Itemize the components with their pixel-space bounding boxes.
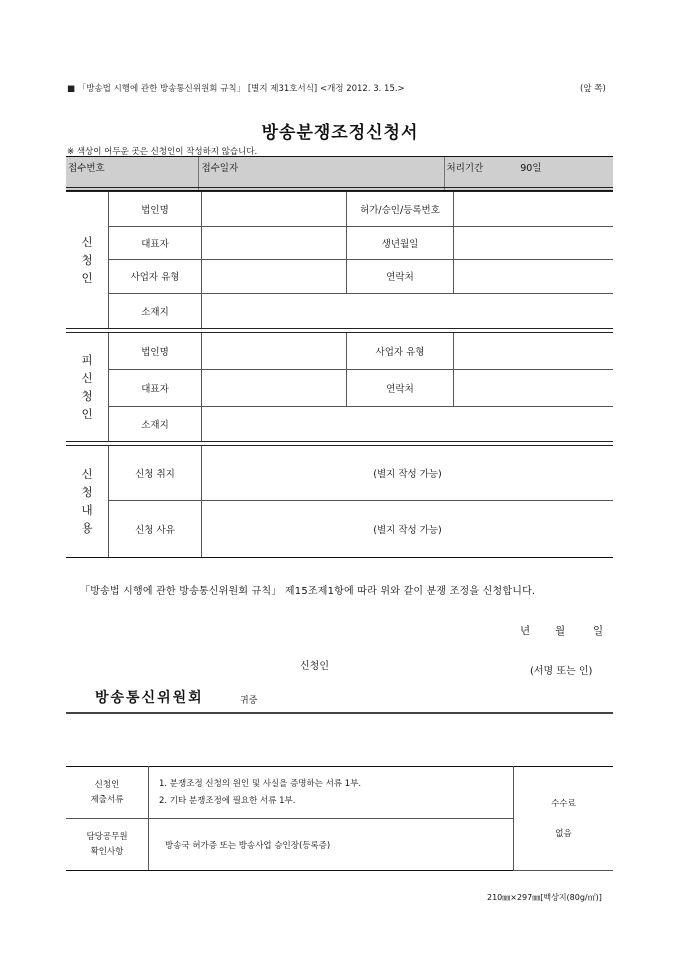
applicant-address-field[interactable]: [202, 293, 614, 328]
page-side-label: (앞 쪽): [580, 84, 606, 94]
request-section: [66, 446, 613, 558]
applicant-corp-name-field[interactable]: [202, 192, 347, 226]
applicant-section-label: 신 청 인: [66, 192, 109, 328]
respondent-address-field[interactable]: [202, 406, 614, 441]
respondent-representative-field[interactable]: [202, 369, 347, 406]
applicant-business-type-label: 사업자 유형: [109, 259, 202, 293]
respondent-contact-label: 연락처: [347, 369, 454, 406]
processing-period-label: 처리기간: [446, 163, 484, 174]
processing-period-value: 90일: [520, 163, 542, 174]
date-month-label: 월: [555, 625, 566, 637]
fee-label: 수수료: [551, 798, 576, 809]
applicant-contact-field[interactable]: [454, 259, 614, 293]
official-check-item: 방송국 허가증 또는 방송사업 승인장(등록증): [149, 819, 514, 871]
applicant-license-label: 허가/승인/등록번호: [347, 192, 454, 226]
respondent-corp-name-field[interactable]: [202, 333, 347, 369]
fee-cell: [514, 767, 614, 871]
submit-docs-list: [149, 767, 514, 819]
applicant-representative-field[interactable]: [202, 226, 347, 259]
submit-docs-label: 신청인 제출서류: [66, 767, 149, 819]
submit-doc-item: 1. 분쟁조정 신청의 원인 및 사실을 증명하는 서류 1부.: [159, 778, 362, 789]
applicant-corp-name-label: 법인명: [109, 192, 202, 226]
respondent-business-type-field[interactable]: [454, 333, 614, 369]
respondent-representative-label: 대표자: [109, 369, 202, 406]
date-day-label: 일: [593, 625, 604, 637]
form-title: 방송분쟁조정신청서: [261, 123, 419, 143]
addressee-name: 방송통신위원회: [95, 690, 204, 706]
applicant-business-type-field[interactable]: [202, 259, 347, 293]
request-section-label: 신 청 내 용: [66, 446, 109, 557]
request-reason-label: 신청 사유: [109, 500, 202, 557]
date-year-label: 년: [520, 625, 531, 637]
request-reason-field[interactable]: (별지 작성 가능): [202, 500, 614, 557]
applicant-birth-field[interactable]: [454, 226, 614, 259]
fee-value: 없음: [555, 828, 572, 839]
respondent-address-label: 소재지: [109, 406, 202, 441]
request-purpose-label: 신청 취지: [109, 446, 202, 500]
receipt-date-label: 접수일자: [199, 157, 444, 191]
applicant-representative-label: 대표자: [109, 226, 202, 259]
receipt-table: [66, 156, 613, 191]
signature-placeholder[interactable]: (서명 또는 인): [530, 666, 593, 677]
applicant-sign-label: 신청인: [300, 661, 329, 672]
applicant-section: [66, 192, 613, 329]
respondent-section-label: 피 신 청 인: [66, 333, 109, 441]
applicant-address-label: 소재지: [109, 293, 202, 328]
law-reference: ■ 「방송법 시행에 관한 방송통신위원회 규칙」 [별지 제31호서식] <개정 2012. 3. 15.>: [67, 84, 405, 94]
request-purpose-field[interactable]: (별지 작성 가능): [202, 446, 614, 500]
applicant-contact-label: 연락처: [347, 259, 454, 293]
applicant-license-field[interactable]: [454, 192, 614, 226]
respondent-section: [66, 333, 613, 442]
receipt-number-label: 접수번호: [66, 157, 199, 191]
respondent-contact-field[interactable]: [454, 369, 614, 406]
applicant-birth-label: 생년월일: [347, 226, 454, 259]
official-check-label: 담당공무원 확인사항: [66, 819, 149, 871]
respondent-corp-name-label: 법인명: [109, 333, 202, 369]
addressee-suffix: 귀중: [240, 696, 258, 706]
processing-period-cell: [444, 157, 613, 191]
declaration-statement: 「방송법 시행에 관한 방송통신위원회 규칙」 제15조제1항에 따라 위와 같이 분쟁 조정을 신청합니다.: [80, 586, 536, 597]
shaded-area-note: ※ 색상이 어두운 곳은 신청인이 작성하지 않습니다.: [67, 147, 258, 157]
attachments-table: [66, 766, 613, 871]
respondent-business-type-label: 사업자 유형: [347, 333, 454, 369]
submit-doc-item: 2. 기타 분쟁조정에 필요한 서류 1부.: [159, 795, 296, 806]
paper-spec-footer: 210㎜×297㎜[백상지(80g/㎡)]: [487, 893, 602, 902]
